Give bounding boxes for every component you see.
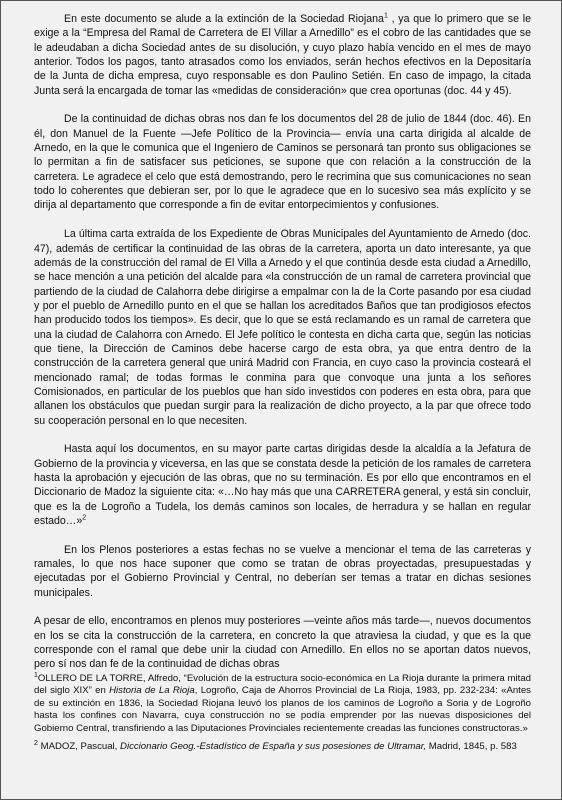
footnote-ref-2[interactable]: 2 [82, 514, 87, 522]
footnote-ref-1[interactable]: 1 [383, 12, 388, 20]
paragraph-4: Hasta aquí los documentos, en su mayor parte cartas dirigidas desde la alcaldía a la Jefatura de Gobierno de la provincia y viceversa, en las que se constata desde la petición de los ramales de carretera hasta la aprobación y ejecución de las obras, que no su terminación. Es por ello que encontramos en el Diccionario de Madoz la siguiente cita: «…No hay más que una CARRETERA general, y está sin concluir, que es la de Logroño a Tudela, los demás caminos son locales, de herradura y se hallan en regular estado…»$^2$ [34, 443, 532, 528]
body-text [34, 12, 531, 686]
paragraph-5: En los Plenos posteriores a estas fechas no se vuelve a mencionar el tema de las carreteras y ramales, lo que nos hace suponer que como se tratan de obras proyectadas, presupuestadas y ejecutadas por el Gobierno Provincial y Central, no deberían ser temas a tratar en dichas sesiones municipales. [34, 543, 531, 599]
footnotes [34, 673, 531, 759]
paragraph-2: De la continuidad de dichas obras nos dan fe los documentos del 28 de julio de 1844 (doc. 46). En él, don Manuel de la Fuente —Jefe Político de la Provincia— envía una carta dirigida al alcalde de Arnedo, en la que le comunica que el Ingeniero de Caminos se personará tan pronto sus obligaciones se lo permitan a fin de satisfacer sus peticiones, se supone que con relación a la construcción de la carretera. Le agradece el celo que está demostrando, pero le recrimina que sus comunicaciones no sean todo lo coherentes que debieran ser, por lo que le agradece que en lo sucesivo sea más explícito y se dirija al departamento que corresponde a fin de evitar entorpecimientos y confusiones. [34, 113, 531, 212]
footnote-2: $^2$ MADOZ, Pascual, Diccionario Geog.-Estadístico de España y sus posesiones de Ultramar, Madrid, 1845, p. 583 [34, 739, 517, 753]
paragraph-3: La última carta extraída de los Expediente de Obras Municipales del Ayuntamiento de Arnedo (doc. 47), además de certificar la continuidad de las obras de la carretera, aporta un dato interesante, ya que además de la construcción del ramal de El Villa a Arnedo y el que continúa desde esta ciudad a Arnedillo, se hace mención a una petición del alcalde para «la construcción de un ramal de carretera provincial que partiendo de la ciudad de Calahorra debe dirigirse a empalmar con la de la Corte pasando por esa ciudad y por el pueblo de Arnedillo punto en el que se hallan los acreditados Baños que tan prodigiosos efectos han producido todos los tiempos». Es decir, que lo que se está reclamando es un ramal de carretera que una la ciudad de Calahorra con Arnedo. El Jefe político le contesta en dicha carta que, según las noticias que tiene, la Dirección de Caminos debe hacerse cargo de esta obra, ya que entra dentro de la construcción de la carretera general que unirá Madrid con Francia, en cuyo caso la provincia costeará el mencionado ramal; de todas formas le conmina para que convoque una junta a los señores Comisionados, en particular de los pueblos que han sido investidos con poderes en esta obra, para que allanen los obstáculos que puedan surgir para la realización de dicho proyecto, a la par que ofrece todo su cooperación personal en lo que necesiten. [34, 228, 531, 427]
paragraph-6: A pesar de ello, encontramos en plenos muy posteriores —veinte años más tarde—, nuevos documentos en los se cita la construcción de la carretera, en concreto la que atraviesa la ciudad, y que es la que corresponde con el ramal que debe unir la ciudad con Arnedillo. En ellos no se aportan datos nuevos, pero sí nos dan fe de la continuidad de dichas obras [34, 615, 531, 671]
footnote-1: $^1$OLLERO DE LA TORRE, Alfredo, “Evolución de la estructura socio-económica en La Rioja durante la primera mitad del siglo XIX” en Historia de La Rioja, Logroño, Caja de Ahorros Provincial de La Rioja, 1983, pp. 232-234: «Antes de su extinción en 1836, la Sociedad Riojana leuvó los planos de los caminos de Logroño a Soria y de Logroño hasta los confines con Navarra, cuya construcción no se podía emprender por las nuevas disposiciones del Gobierno Central, transfiriendo a las Diputaciones Provinciales recientemente creadas las funciones constructoras.» [34, 671, 531, 734]
paragraph-1: En este documento se alude a la extinción de la Sociedad Riojana$^1$ , ya que lo primero que se le exige a la “Empresa del Ramal de Carretera de El Villar a Arnedillo” es el cobro de las cantidades que se le adeudaban a dicha Sociedad antes de su disolución, y cuyo plazo había vencido en el mes de mayo anterior. Todos los pagos, tanto atrasados como los enviados, serán hechos efectivos en la Depositaría de la Junta de dicha empresa, cuyo responsable es don Paulino Setién. En caso de impago, la citada Junta será la encargada de tomar las «medidas de consideración» que crea oportunas (doc. 44 y 45). [34, 12, 531, 97]
